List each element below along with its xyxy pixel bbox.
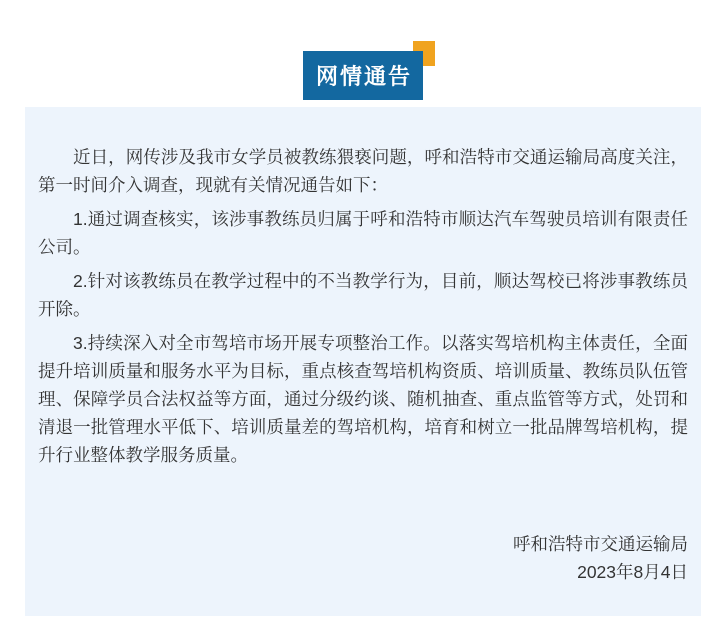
notice-paragraph-item-3: 3.持续深入对全市驾培市场开展专项整治工作。以落实驾培机构主体责任，全面提升培训质量和服务水平为目标，重点核查驾培机构资质、培训质量、教练员队伍管理、保障学员合法权益等方面，通过分级约谈、随机抽查、重点监管等方式，处罚和清退一批管理水平低下、培训质量差的驾培机构，培育和树立一批品牌驾培机构，提升行业整体教学服务质量。	[38, 333, 688, 465]
notice-paragraph-intro: 近日，网传涉及我市女学员被教练猥亵问题，呼和浩特市交通运输局高度关注，第一时间介入调查，现就有关情况通告如下：	[38, 147, 688, 195]
notice-badge	[303, 51, 423, 100]
notice-paragraph-item-2: 2.针对该教练员在教学过程中的不当教学行为，目前，顺达驾校已将涉事教练员开除。	[38, 271, 688, 319]
signature-block	[38, 530, 688, 586]
notice-panel	[25, 107, 701, 616]
badge-title: 网情通告	[303, 51, 423, 100]
issue-date: 2023年8月4日	[577, 562, 688, 582]
notice-paragraph-item-1: 1.通过调查核实，该涉事教练员归属于呼和浩特市顺达汽车驾驶员培训有限责任公司。	[38, 209, 688, 257]
issuer-signature: 呼和浩特市交通运输局	[513, 534, 688, 554]
